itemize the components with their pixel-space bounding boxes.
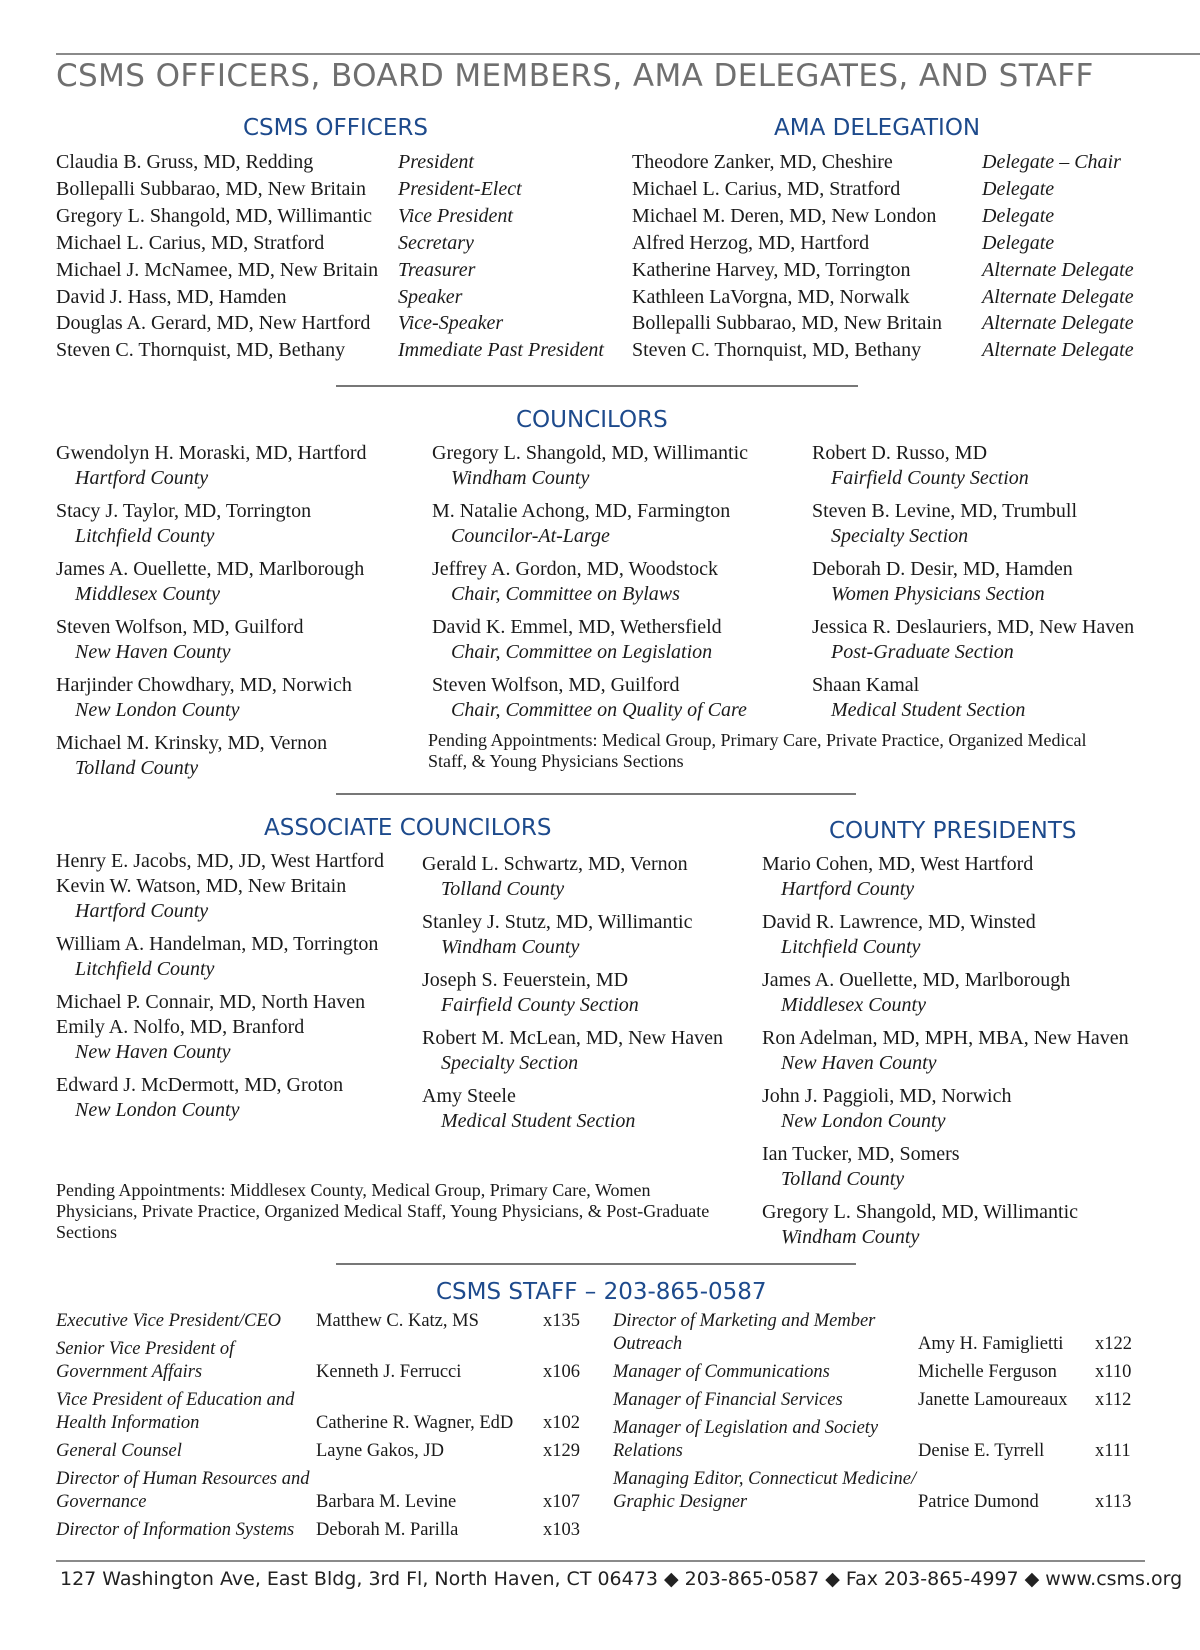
staff-name: Kenneth J. Ferrucci [316, 1362, 462, 1382]
associate-column-1 [56, 849, 384, 1131]
member-role: New Haven County [75, 641, 231, 663]
member-name: Bollepalli Subbarao, MD, New Britain [632, 312, 942, 335]
staff-name: Layne Gakos, JD [316, 1441, 444, 1461]
list-item [56, 731, 367, 781]
table-row [56, 176, 604, 203]
member-role: Alternate Delegate [982, 339, 1134, 362]
member-role: Immediate Past President [398, 339, 604, 362]
list-item [762, 1084, 1129, 1134]
staff-title: Director of Marketing and Member Outreach [613, 1311, 876, 1354]
member-role: Treasurer [398, 258, 476, 281]
member-role: Litchfield County [75, 525, 215, 547]
member-name: Katherine Harvey, MD, Torrington [632, 258, 911, 281]
councilors-column-1 [56, 441, 367, 789]
list-item [812, 499, 1134, 549]
list-item [762, 1026, 1129, 1076]
member-role: Alternate Delegate [982, 258, 1134, 281]
list-item [762, 852, 1129, 902]
member-role: Tolland County [75, 757, 199, 779]
table-row [632, 149, 1134, 176]
staff-row [613, 1417, 1145, 1463]
councilors-heading: COUNCILORS [516, 407, 668, 433]
staff-extension: x107 [543, 1492, 580, 1512]
list-item [56, 990, 384, 1065]
list-item [812, 557, 1134, 607]
staff-extension: x135 [543, 1311, 580, 1331]
member-name: Edward J. McDermott, MD, Groton [56, 1074, 344, 1096]
member-role: Litchfield County [781, 936, 921, 958]
member-role: New London County [781, 1110, 946, 1132]
list-item [56, 849, 384, 924]
member-role: Secretary [398, 231, 474, 254]
staff-name: Deborah M. Parilla [316, 1520, 459, 1540]
staff-extension: x106 [543, 1362, 580, 1382]
member-name: Emily A. Nolfo, MD, Branford [56, 1016, 305, 1038]
member-role: Delegate [982, 177, 1055, 200]
table-row [56, 203, 604, 230]
member-name: Robert D. Russo, MD [812, 442, 988, 464]
page-title: CSMS OFFICERS, BOARD MEMBERS, AMA DELEGATES, AND STAFF [56, 58, 1094, 94]
member-name: Jeffrey A. Gordon, MD, Woodstock [432, 558, 718, 580]
associate-column-2 [422, 852, 723, 1142]
table-row [632, 284, 1134, 311]
member-role: Middlesex County [75, 583, 220, 605]
member-name: Bollepalli Subbarao, MD, New Britain [56, 177, 366, 200]
member-role: Medical Student Section [831, 699, 1026, 721]
member-name: James A. Ouellette, MD, Marlborough [56, 558, 365, 580]
member-name: Joseph S. Feuerstein, MD [422, 969, 629, 991]
staff-title: Manager of Financial Services [613, 1390, 843, 1410]
staff-row [56, 1310, 593, 1333]
councilors-pending-note: Pending Appointments: Medical Group, Primary Care, Private Practice, Organized Medical Staff, & Young Physicians Sections [428, 730, 1087, 771]
member-name: Alfred Herzog, MD, Hartford [632, 231, 870, 254]
councilors-column-2 [432, 441, 748, 731]
list-item [762, 1200, 1129, 1250]
member-role: New Haven County [75, 1041, 231, 1063]
staff-title: Executive Vice President/CEO [56, 1311, 281, 1331]
staff-row [56, 1468, 593, 1514]
staff-heading: CSMS STAFF – 203-865-0587 [436, 1279, 767, 1305]
list-item [56, 441, 367, 491]
member-name: Claudia B. Gruss, MD, Redding [56, 151, 314, 173]
table-row [56, 257, 604, 284]
member-name: Robert M. McLean, MD, New Haven [422, 1027, 724, 1049]
member-role: Vice President [398, 204, 513, 227]
member-name: David K. Emmel, MD, Wethersfield [432, 616, 722, 638]
member-name: Gregory L. Shangold, MD, Willimantic [56, 204, 373, 227]
divider [336, 1263, 856, 1265]
member-role: Windham County [781, 1226, 920, 1248]
member-name: Shaan Kamal [812, 674, 920, 696]
list-item [762, 968, 1129, 1018]
staff-row [613, 1310, 1145, 1356]
table-row [632, 230, 1134, 257]
member-role: President-Elect [398, 177, 522, 200]
member-role: Councilor-At-Large [451, 525, 610, 547]
staff-title: Managing Editor, Connecticut Medicine/ Graphic Designer [613, 1469, 917, 1512]
associate-heading: ASSOCIATE COUNCILORS [264, 815, 552, 841]
member-name: John J. Paggioli, MD, Norwich [762, 1085, 1012, 1107]
list-item [762, 910, 1129, 960]
associate-pending-note: Pending Appointments: Middlesex County, Medical Group, Primary Care, Women Physicians, Private Practice, Organized Medical Staff, Young Physicians, & Post-Graduate Sections [56, 1180, 710, 1242]
member-role: Tolland County [781, 1168, 905, 1190]
list-item [432, 441, 748, 491]
staff-title: Manager of Communications [613, 1362, 830, 1382]
staff-title: Manager of Legislation and Society Relations [613, 1418, 879, 1461]
member-name: Gerald L. Schwartz, MD, Vernon [422, 853, 688, 875]
member-name: David R. Lawrence, MD, Winsted [762, 911, 1036, 933]
county-presidents-heading: COUNTY PRESIDENTS [829, 818, 1077, 844]
staff-extension: x122 [1095, 1334, 1132, 1354]
list-item [422, 1084, 723, 1134]
member-name: Kathleen LaVorgna, MD, Norwalk [632, 285, 910, 308]
table-row [632, 176, 1134, 203]
member-role: Chair, Committee on Legislation [451, 641, 713, 663]
member-name: William A. Handelman, MD, Torrington [56, 933, 379, 955]
list-item [432, 673, 748, 723]
officers-table [56, 149, 604, 364]
staff-row [613, 1468, 1145, 1514]
member-name: Steven B. Levine, MD, Trumbull [812, 500, 1078, 522]
member-name: Amy Steele [422, 1085, 516, 1107]
member-role: Alternate Delegate [982, 312, 1134, 335]
table-row [56, 337, 604, 364]
list-item [56, 499, 367, 549]
list-item [56, 615, 367, 665]
member-role: Tolland County [441, 878, 565, 900]
list-item [422, 968, 723, 1018]
table-row [56, 310, 604, 337]
member-name: Ian Tucker, MD, Somers [762, 1143, 960, 1165]
staff-title: Director of Human Resources and Governance [56, 1469, 310, 1512]
member-role: New Haven County [781, 1052, 937, 1074]
member-role: Vice-Speaker [398, 312, 504, 335]
list-item [432, 615, 748, 665]
member-role: Post-Graduate Section [831, 641, 1014, 663]
member-name: Steven Wolfson, MD, Guilford [432, 674, 680, 696]
staff-title: Vice President of Education and Health Information [56, 1390, 295, 1433]
table-row [632, 257, 1134, 284]
member-name: Steven Wolfson, MD, Guilford [56, 616, 304, 638]
member-role: New London County [75, 1099, 240, 1121]
staff-row [56, 1338, 593, 1384]
county-presidents-list [762, 852, 1129, 1258]
member-name: Kevin W. Watson, MD, New Britain [56, 875, 347, 897]
councilors-column-3 [812, 441, 1134, 731]
member-role: Alternate Delegate [982, 285, 1134, 308]
member-role: Speaker [398, 285, 463, 308]
list-item [56, 932, 384, 982]
member-name: Michael L. Carius, MD, Stratford [632, 177, 901, 200]
list-item [432, 557, 748, 607]
list-item [762, 1142, 1129, 1192]
member-name: Gregory L. Shangold, MD, Willimantic [762, 1201, 1079, 1223]
member-name: Stanley J. Stutz, MD, Willimantic [422, 911, 693, 933]
member-role: Hartford County [75, 900, 209, 922]
member-name: Henry E. Jacobs, MD, JD, West Hartford [56, 850, 384, 872]
staff-title: Director of Information Systems [56, 1520, 295, 1540]
staff-right-column [613, 1310, 1145, 1519]
staff-extension: x129 [543, 1441, 580, 1461]
staff-name: Janette Lamoureaux [918, 1390, 1068, 1410]
list-item [422, 1026, 723, 1076]
member-name: Douglas A. Gerard, MD, New Hartford [56, 312, 371, 335]
member-role: Litchfield County [75, 958, 215, 980]
member-name: Steven C. Thornquist, MD, Bethany [56, 339, 346, 362]
member-name: Ron Adelman, MD, MPH, MBA, New Haven [762, 1027, 1129, 1049]
member-name: Steven C. Thornquist, MD, Bethany [632, 339, 922, 362]
member-name: Stacy J. Taylor, MD, Torrington [56, 500, 312, 522]
staff-name: Michelle Ferguson [918, 1362, 1057, 1382]
member-name: James A. Ouellette, MD, Marlborough [762, 969, 1071, 991]
bottom-divider [56, 1560, 1145, 1562]
member-role: Fairfield County Section [441, 994, 639, 1016]
divider [336, 385, 858, 387]
staff-name: Catherine R. Wagner, EdD [316, 1413, 514, 1433]
footer-contact: 127 Washington Ave, East Bldg, 3rd Fl, North Haven, CT 06473 ◆ 203-865-0587 ◆ Fax 203-865-4997 ◆ www.csms.org [60, 1568, 1183, 1590]
list-item [812, 441, 1134, 491]
list-item [432, 499, 748, 549]
staff-extension: x111 [1095, 1441, 1131, 1461]
member-name: Deborah D. Desir, MD, Hamden [812, 558, 1073, 580]
table-row [632, 203, 1134, 230]
staff-row [613, 1389, 1145, 1412]
member-name: Michael P. Connair, MD, North Haven [56, 991, 366, 1013]
staff-name: Matthew C. Katz, MS [316, 1311, 479, 1331]
member-role: Specialty Section [441, 1052, 579, 1074]
member-name: Theodore Zanker, MD, Cheshire [632, 151, 893, 173]
member-role: New London County [75, 699, 240, 721]
member-name: Harjinder Chowdhary, MD, Norwich [56, 674, 352, 696]
staff-row [56, 1519, 593, 1542]
member-role: Delegate – Chair [982, 151, 1121, 173]
top-divider [56, 53, 1200, 55]
list-item [56, 557, 367, 607]
list-item [422, 852, 723, 902]
member-role: Fairfield County Section [831, 467, 1029, 489]
member-name: M. Natalie Achong, MD, Farmington [432, 500, 731, 522]
list-item [422, 910, 723, 960]
member-role: Delegate [982, 231, 1055, 254]
ama-heading: AMA DELEGATION [774, 115, 981, 141]
table-row [632, 310, 1134, 337]
staff-row [56, 1440, 593, 1463]
member-role: Delegate [982, 204, 1055, 227]
staff-extension: x110 [1095, 1362, 1132, 1382]
member-role: Windham County [451, 467, 590, 489]
ama-table [632, 149, 1134, 364]
member-name: Michael J. McNamee, MD, New Britain [56, 258, 379, 281]
member-role: Women Physicians Section [831, 583, 1045, 605]
member-role: Middlesex County [781, 994, 926, 1016]
member-name: Michael M. Deren, MD, New London [632, 204, 937, 227]
member-role: President [398, 151, 474, 173]
list-item [812, 673, 1134, 723]
staff-name: Patrice Dumond [918, 1492, 1039, 1512]
staff-row [56, 1389, 593, 1435]
table-row [56, 284, 604, 311]
member-name: Gregory L. Shangold, MD, Willimantic [432, 442, 749, 464]
member-role: Chair, Committee on Bylaws [451, 583, 680, 605]
table-row [632, 337, 1134, 364]
member-name: Jessica R. Deslauriers, MD, New Haven [812, 616, 1135, 638]
staff-name: Barbara M. Levine [316, 1492, 457, 1512]
member-role: Hartford County [781, 878, 915, 900]
divider [336, 793, 856, 795]
staff-row [613, 1361, 1145, 1384]
staff-title: General Counsel [56, 1441, 182, 1461]
list-item [56, 1073, 384, 1123]
list-item [56, 673, 367, 723]
table-row [56, 149, 604, 176]
table-row [56, 230, 604, 257]
staff-extension: x113 [1095, 1492, 1132, 1512]
member-name: David J. Hass, MD, Hamden [56, 285, 287, 308]
list-item [812, 615, 1134, 665]
member-role: Hartford County [75, 467, 209, 489]
officers-heading: CSMS OFFICERS [243, 115, 428, 141]
member-role: Chair, Committee on Quality of Care [451, 699, 747, 721]
member-name: Michael L. Carius, MD, Stratford [56, 231, 325, 254]
member-role: Windham County [441, 936, 580, 958]
staff-extension: x103 [543, 1520, 580, 1540]
member-role: Medical Student Section [441, 1110, 636, 1132]
member-name: Michael M. Krinsky, MD, Vernon [56, 732, 328, 754]
member-role: Specialty Section [831, 525, 969, 547]
member-name: Mario Cohen, MD, West Hartford [762, 853, 1034, 875]
staff-name: Amy H. Famiglietti [918, 1334, 1064, 1354]
staff-extension: x102 [543, 1413, 580, 1433]
staff-extension: x112 [1095, 1390, 1132, 1410]
staff-title: Senior Vice President of Government Affairs [56, 1339, 235, 1382]
staff-name: Denise E. Tyrrell [918, 1441, 1045, 1461]
staff-left-column [56, 1310, 593, 1547]
member-name: Gwendolyn H. Moraski, MD, Hartford [56, 442, 367, 464]
